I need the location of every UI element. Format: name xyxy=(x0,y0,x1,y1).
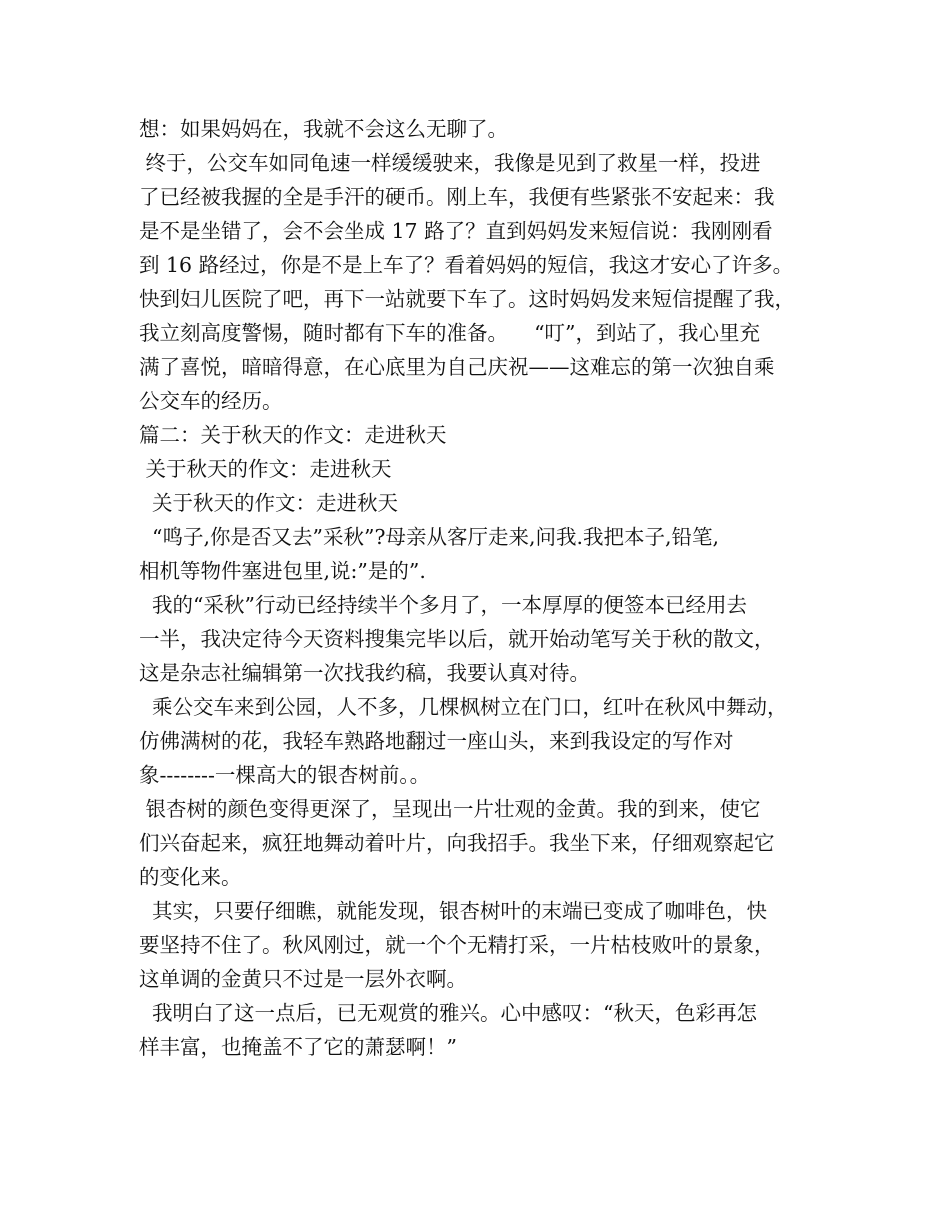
text-line: 一半，我决定待今天资料搜集完毕以后，就开始动笔写关于秋的散文， xyxy=(139,627,775,651)
text-line: 满了喜悦，暗暗得意，在心底里为自己庆祝——这难忘的第一次独自乘 xyxy=(139,355,775,379)
text-line: 乘公交车来到公园，人不多，几棵枫树立在门口，红叶在秋风中舞动， xyxy=(139,695,788,719)
text-line: 是不是坐错了，会不会坐成 17 路了？直到妈妈发来短信说：我刚刚看 xyxy=(139,219,773,243)
text-line: 其实，只要仔细瞧，就能发现，银杏树叶的末端已变成了咖啡色，快 xyxy=(139,899,768,923)
text-line: 到 16 路经过，你是不是上车了？看着妈妈的短信，我这才安心了许多。 xyxy=(139,253,794,277)
text-line: 想：如果妈妈在，我就不会这么无聊了。 xyxy=(139,117,508,141)
text-line: “鸣子,你是否又去”采秋”?母亲从客厅走来,问我.我把本子,铅笔, xyxy=(139,525,720,549)
text-line: 仿佛满树的花，我轻车熟路地翻过一座山头，来到我设定的写作对 xyxy=(139,729,734,753)
text-line: 这单调的金黄只不过是一层外衣啊。 xyxy=(139,967,467,991)
text-line: 要坚持不住了。秋风刚过，就一个个无精打采，一片枯枝败叶的景象， xyxy=(139,933,775,957)
text-line: 终于，公交车如同龟速一样缓缓驶来，我像是见到了救星一样，投进 xyxy=(139,151,761,175)
text-line: 相机等物件塞进包里,说:”是的”. xyxy=(139,559,426,583)
text-line: 我明白了这一点后，已无观赏的雅兴。心中感叹：“秋天，色彩再怎 xyxy=(139,1001,758,1025)
text-line: 我立刻高度警惕，随时都有下车的准备。 “叮”，到站了，我心里充 xyxy=(139,321,761,345)
section-heading: 篇二：关于秋天的作文：走进秋天 xyxy=(139,423,447,447)
text-line: 样丰富，也掩盖不了它的萧瑟啊！” xyxy=(139,1035,457,1059)
text-line: 快到妇儿医院了吧，再下一站就要下车了。这时妈妈发来短信提醒了我， xyxy=(139,287,795,311)
text-line: 们兴奋起来，疯狂地舞动着叶片，向我招手。我坐下来，仔细观察起它 xyxy=(139,831,775,855)
text-line: 了已经被我握的全是手汗的硬币。刚上车，我便有些紧张不安起来：我 xyxy=(139,185,775,209)
text-line: 公交车的经历。 xyxy=(139,389,283,413)
text-line: 银杏树的颜色变得更深了，呈现出一片壮观的金黄。我的到来，使它 xyxy=(139,797,761,821)
text-line: 的变化来。 xyxy=(139,865,242,889)
article-subtitle: 关于秋天的作文：走进秋天 xyxy=(139,491,399,515)
text-line: 这是杂志社编辑第一次找我约稿，我要认真对待。 xyxy=(139,661,590,685)
article-title: 关于秋天的作文：走进秋天 xyxy=(139,457,392,481)
text-line: 象--------一棵高大的银杏树前。。 xyxy=(139,763,431,787)
text-line: 我的“采秋”行动已经持续半个多月了，一本厚厚的便签本已经用去 xyxy=(139,593,747,617)
